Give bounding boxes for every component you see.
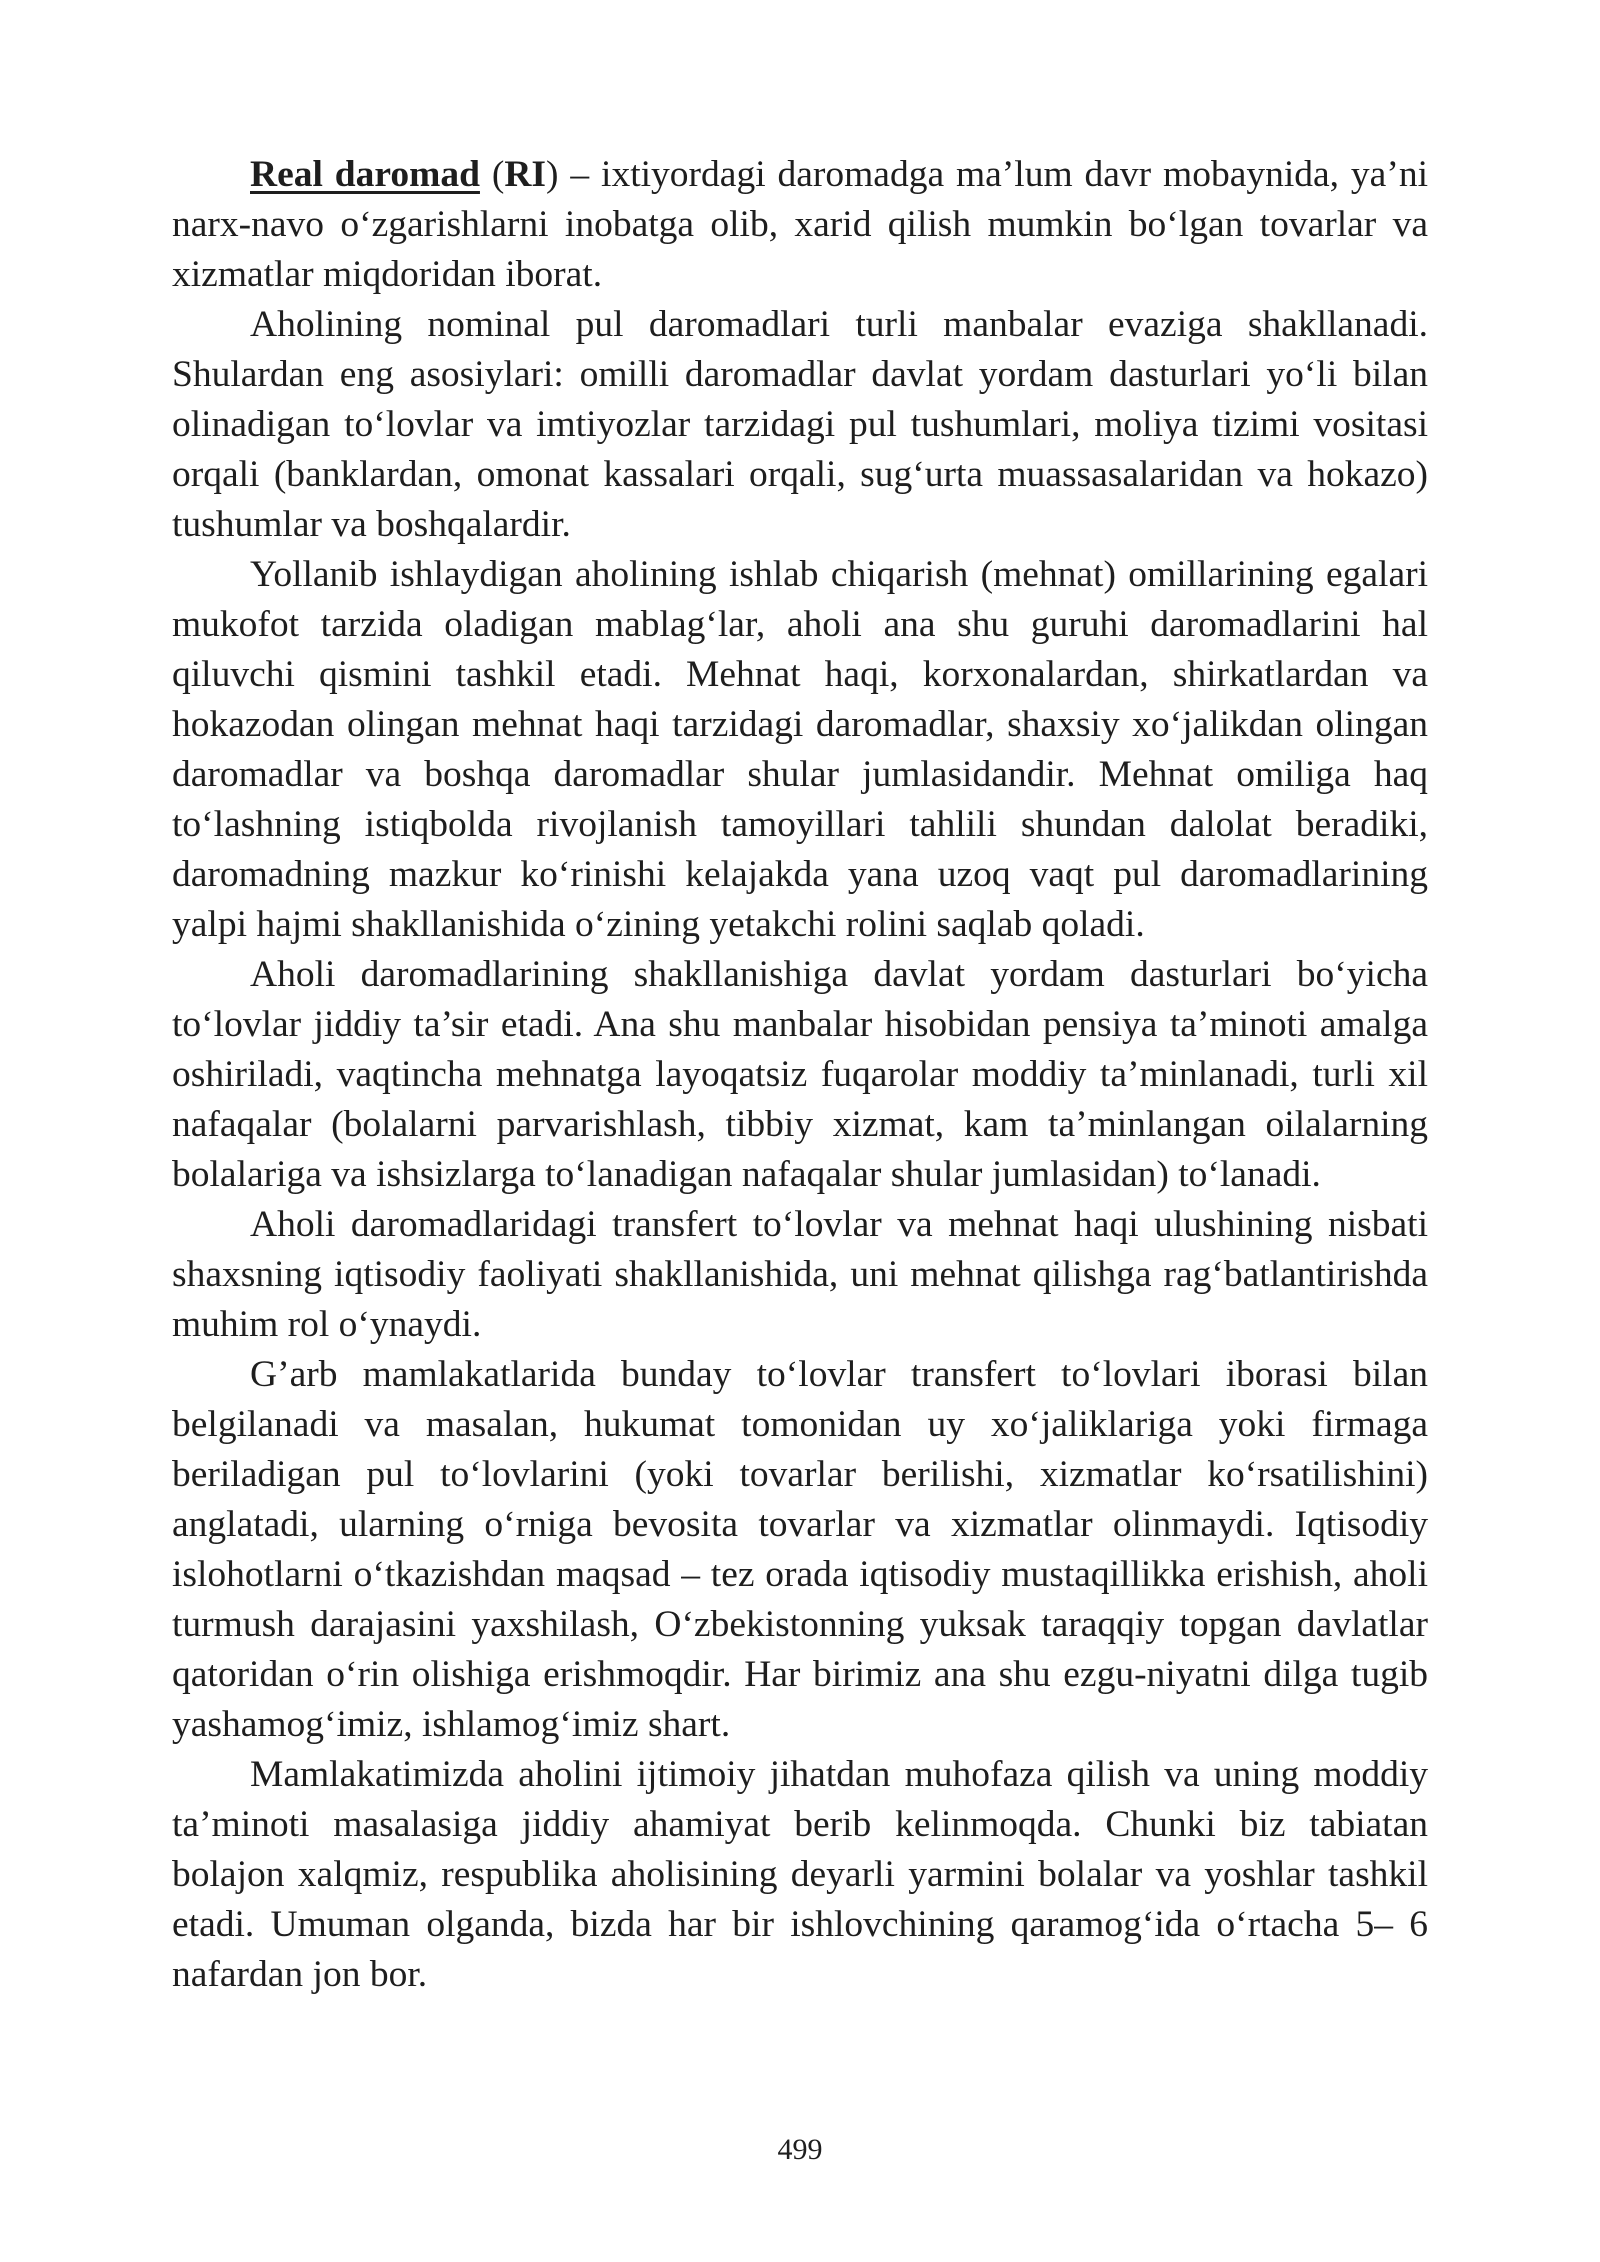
paragraph-state-support: Aholi daromadlarining shakllanishiga davlat yordam dasturlari bo‘yicha to‘lovlar jiddiy ta’sir etadi. Ana shu manbalar hisobidan pensiya ta’minoti amalga oshiriladi, vaqtincha mehnatga layoqatsiz fuqarolar moddiy ta’minlanadi, turli xil nafaqalar (bolalarni parvarishlash, tibbiy xizmat, kam ta’minlangan oilalarning bolalariga va ishsizlarga to‘lanadigan nafaqalar shular jumlasidan) to‘lanadi. xyxy=(172,954,1428,1195)
defined-term: Real daromad xyxy=(250,154,480,195)
page-body xyxy=(172,150,1428,2000)
paragraph-transfer-ratio: Aholi daromadlaridagi transfert to‘lovlar va mehnat haqi ulushining nisbati shaxsning iqtisodiy faoliyati shakllanishida, uni mehnat qilishga rag‘batlantirishda muhim rol o‘ynaydi. xyxy=(172,1204,1428,1345)
paragraph-real-income-definition xyxy=(172,150,1428,300)
abbreviation-open: ( xyxy=(479,154,505,195)
definition-text: ) – ixtiyordagi daromadga ma’lum davr mobaynida, ya’ni narx-navo o‘zgarishlarni inobatga olib, xarid qilish mumkin bo‘lgan tovarlar va xizmatlar miqdoridan iborat. xyxy=(172,154,1428,295)
term-abbreviation: RI xyxy=(504,154,547,195)
paragraph-nominal-income: Aholining nominal pul daromadlari turli manbalar evaziga shakllanadi. Shulardan eng asosiylari: omilli daromadlar davlat yordam dasturlari yo‘li bilan olinadigan to‘lovlar va imtiyozlar tarzidagi pul tushumlari, moliya tizimi vositasi orqali (banklardan, omonat kassalari orqali, sug‘urta muassasalaridan va hokazo) tushumlar va boshqalardir. xyxy=(172,304,1428,545)
paragraph-western-transfers: G’arb mamlakatlarida bunday to‘lovlar transfert to‘lovlari iborasi bilan belgilanadi va masalan, hukumat tomonidan uy xo‘jaliklariga yoki firmaga beriladigan pul to‘lovlarini (yoki tovarlar berilishi, xizmatlar ko‘rsatilishini) anglatadi, ularning o‘rniga bevosita tovarlar va xizmatlar olinmaydi. Iqtisodiy islohotlarni o‘tkazishdan maqsad – tez orada iqtisodiy mustaqillikka erishish, aholi turmush darajasini yaxshilash, O‘zbekistonning yuksak taraqqiy topgan davlatlar qatoridan o‘rin olishiga erishmoqdir. Har birimiz ana shu ezgu-niyatni dilga tugib yashamog‘imiz, ishlamog‘imiz shart. xyxy=(172,1354,1428,1745)
paragraph-wage-income: Yollanib ishlaydigan aholining ishlab chiqarish (mehnat) omillarining egalari mukofot tarzida oladigan mablag‘lar, aholi ana shu guruhi daromadlarini hal qiluvchi qismini tashkil etadi. Mehnat haqi, korxonalardan, shirkatlardan va hokazodan olingan mehnat haqi tarzidagi daromadlar, shaxsiy xo‘jalikdan olingan daromadlar va boshqa daromadlar shular jumlasidandir. Mehnat omiliga haq to‘lashning istiqbolda rivojlanish tamoyillari tahlili shundan dalolat beradiki, daromadning mazkur ko‘rinishi kelajakda yana uzoq vaqt pul daromadlarining yalpi hajmi shakllanishida o‘zining yetakchi rolini saqlab qoladi. xyxy=(172,554,1428,945)
page-number: 499 xyxy=(777,2133,823,2166)
paragraph-social-protection: Mamlakatimizda aholini ijtimoiy jihatdan muhofaza qilish va uning moddiy ta’minoti masalasiga jiddiy ahamiyat berib kelinmoqda. Chunki biz tabiatan bolajon xalqmiz, respublika aholisining deyarli yarmini bolalar va yoshlar tashkil etadi. Umuman olganda, bizda har bir ishlovchining qaramog‘ida o‘rtacha 5– 6 nafardan jon bor. xyxy=(172,1754,1428,1995)
